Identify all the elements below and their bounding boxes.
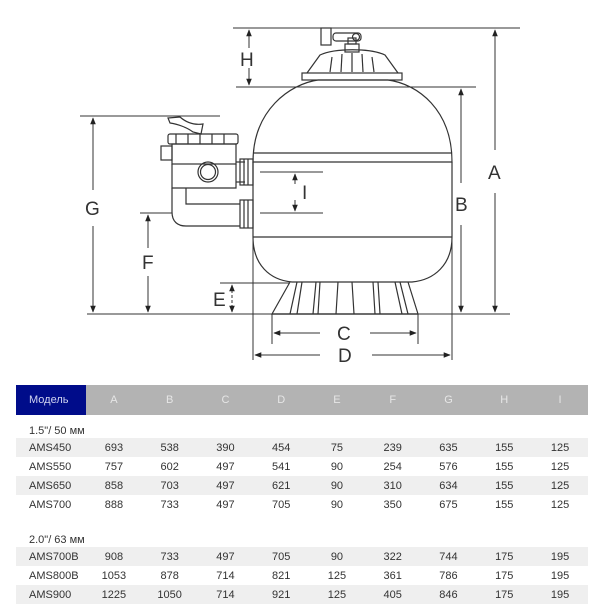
header-g: G — [421, 385, 477, 415]
header-d: D — [253, 385, 309, 415]
value-cell: 821 — [253, 566, 309, 585]
model-cell: AMS450 — [16, 438, 86, 457]
value-cell: 405 — [365, 585, 421, 604]
dim-label-d: D — [338, 346, 352, 367]
value-cell: 125 — [532, 438, 588, 457]
header-a: A — [86, 385, 142, 415]
tank-body — [253, 80, 452, 282]
dim-label-c: C — [337, 324, 351, 345]
table-body — [16, 415, 588, 604]
value-cell: 714 — [198, 566, 254, 585]
value-cell: 921 — [253, 585, 309, 604]
value-cell: 90 — [309, 495, 365, 514]
value-cell: 361 — [365, 566, 421, 585]
value-cell: 602 — [142, 457, 198, 476]
dimension-lines — [80, 28, 520, 360]
value-cell: 634 — [421, 476, 477, 495]
dim-label-f: F — [142, 253, 154, 274]
value-cell: 497 — [198, 495, 254, 514]
value-cell: 195 — [532, 585, 588, 604]
value-cell: 155 — [476, 438, 532, 457]
header-f: F — [365, 385, 421, 415]
table-row — [16, 495, 588, 514]
value-cell: 350 — [365, 495, 421, 514]
value-cell: 733 — [142, 547, 198, 566]
header-c: C — [198, 385, 254, 415]
value-cell: 390 — [198, 438, 254, 457]
model-cell: AMS700 — [16, 495, 86, 514]
value-cell: 175 — [476, 585, 532, 604]
value-cell: 125 — [532, 495, 588, 514]
table-row — [16, 547, 588, 566]
value-cell: 90 — [309, 476, 365, 495]
value-cell: 155 — [476, 457, 532, 476]
value-cell: 541 — [253, 457, 309, 476]
group-label: 1.5"/ 50 мм — [29, 425, 85, 437]
model-cell: AMS700B — [16, 547, 86, 566]
value-cell: 125 — [309, 585, 365, 604]
value-cell: 75 — [309, 438, 365, 457]
value-cell: 908 — [86, 547, 142, 566]
value-cell: 888 — [86, 495, 142, 514]
value-cell: 693 — [86, 438, 142, 457]
dim-label-g: G — [85, 199, 100, 220]
table-row — [16, 438, 588, 457]
header-i: I — [532, 385, 588, 415]
value-cell: 90 — [309, 457, 365, 476]
dim-label-a: A — [488, 163, 501, 184]
value-cell: 878 — [142, 566, 198, 585]
value-cell: 538 — [142, 438, 198, 457]
value-cell: 497 — [198, 547, 254, 566]
value-cell: 90 — [309, 547, 365, 566]
group-label: 2.0"/ 63 мм — [29, 534, 85, 546]
value-cell: 1225 — [86, 585, 142, 604]
table-row — [16, 476, 588, 495]
value-cell: 310 — [365, 476, 421, 495]
multiport-valve — [161, 117, 253, 228]
table-row — [16, 457, 588, 476]
group-label-row — [16, 415, 588, 438]
value-cell: 744 — [421, 547, 477, 566]
value-cell: 497 — [198, 476, 254, 495]
value-cell: 125 — [309, 566, 365, 585]
table-row — [16, 566, 588, 585]
header-model: Модель — [16, 385, 86, 415]
dim-label-e: E — [213, 290, 226, 311]
value-cell: 195 — [532, 547, 588, 566]
model-cell: AMS800B — [16, 566, 86, 585]
table-row — [16, 585, 588, 604]
value-cell: 239 — [365, 438, 421, 457]
dim-label-i: I — [302, 183, 308, 204]
table-header-row — [16, 385, 588, 415]
model-cell: AMS650 — [16, 476, 86, 495]
value-cell: 705 — [253, 495, 309, 514]
value-cell: 454 — [253, 438, 309, 457]
value-cell: 254 — [365, 457, 421, 476]
value-cell: 786 — [421, 566, 477, 585]
value-cell: 1050 — [142, 585, 198, 604]
value-cell: 576 — [421, 457, 477, 476]
value-cell: 703 — [142, 476, 198, 495]
header-e: E — [309, 385, 365, 415]
model-cell: AMS550 — [16, 457, 86, 476]
value-cell: 322 — [365, 547, 421, 566]
value-cell: 1053 — [86, 566, 142, 585]
value-cell: 621 — [253, 476, 309, 495]
value-cell: 175 — [476, 566, 532, 585]
dim-label-h: H — [240, 50, 254, 71]
tank-lid — [302, 28, 402, 80]
value-cell: 635 — [421, 438, 477, 457]
value-cell: 155 — [476, 495, 532, 514]
value-cell: 175 — [476, 547, 532, 566]
value-cell: 714 — [198, 585, 254, 604]
group-label-row — [16, 524, 588, 547]
value-cell: 705 — [253, 547, 309, 566]
header-b: B — [142, 385, 198, 415]
dimensions-table — [16, 385, 588, 604]
dimension-arrows — [93, 30, 495, 355]
tank-base — [272, 282, 418, 314]
value-cell: 675 — [421, 495, 477, 514]
value-cell: 497 — [198, 457, 254, 476]
group-spacer — [16, 514, 588, 524]
value-cell: 858 — [86, 476, 142, 495]
value-cell: 846 — [421, 585, 477, 604]
value-cell: 733 — [142, 495, 198, 514]
value-cell: 155 — [476, 476, 532, 495]
header-h: H — [476, 385, 532, 415]
value-cell: 195 — [532, 566, 588, 585]
value-cell: 125 — [532, 457, 588, 476]
value-cell: 125 — [532, 476, 588, 495]
dim-label-b: B — [455, 195, 468, 216]
value-cell: 757 — [86, 457, 142, 476]
model-cell: AMS900 — [16, 585, 86, 604]
